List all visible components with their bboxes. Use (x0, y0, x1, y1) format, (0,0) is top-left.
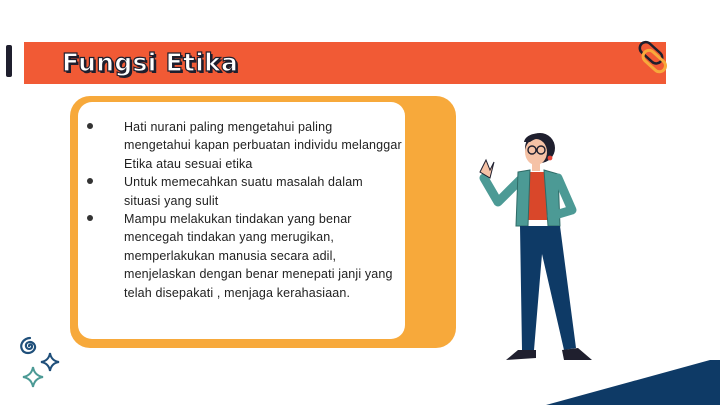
bullet-text: Mampu melakukan tindakan yang benar mencegah tindakan yang merugikan, memperlakukan manusia secara adil, menjelaskan dengan benar menepati janji yang telah disepakati , menjaga kerahasiaan. (124, 212, 393, 300)
corner-triangle (540, 360, 720, 405)
left-accent-bar (6, 45, 12, 77)
bullet-dot-icon (87, 123, 93, 129)
list-item (86, 118, 402, 173)
bullet-dot-icon (87, 215, 93, 221)
sparkle-outline-icon (22, 366, 44, 388)
list-item (86, 210, 402, 302)
list-item (86, 173, 402, 210)
bullet-text: Hati nurani paling mengetahui paling mengetahui kapan perbuatan individu melanggar Etika atau sesuai etika (124, 120, 402, 171)
slide-title: Fungsi Etika (62, 48, 239, 77)
bullet-text: Untuk memecahkan suatu masalah dalam situasi yang sulit (124, 175, 363, 208)
spiral-icon (16, 334, 42, 358)
bullet-dot-icon (87, 178, 93, 184)
woman-illustration (468, 130, 600, 366)
paperclip-icon (624, 32, 674, 78)
bullet-list (86, 118, 402, 302)
